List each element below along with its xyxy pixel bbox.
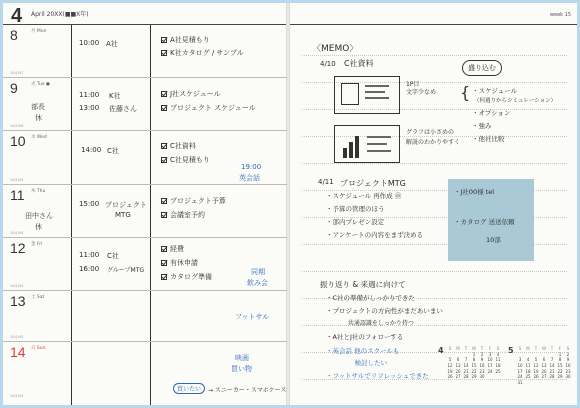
calendar-day: 12 (533, 363, 539, 369)
calendar-day: 21 (463, 368, 469, 374)
calendar-day: 10 (487, 357, 493, 363)
memo-list-item: ・フットサルでリフレッシュできた (326, 372, 429, 380)
calendar-day: 7 (464, 357, 468, 363)
calendar-day: 28 (463, 374, 469, 380)
calendar-day: 6 (456, 357, 460, 363)
day-label: 土 Sat (31, 295, 45, 300)
personal-entry-time: 19:00 (241, 163, 262, 171)
calendar-day: 9 (480, 357, 484, 363)
schedule-entry: C社 (107, 252, 119, 260)
checkbox-checked-icon[interactable] (161, 246, 167, 252)
calendar-day: S (518, 346, 522, 352)
memo-list-item: ・A社とJ社のフォローする (326, 333, 404, 341)
sticky-text: 10部 (486, 236, 501, 244)
memo-heading: プロジェクトMTG (340, 179, 406, 188)
calendar-day: 14 (463, 363, 469, 369)
schedule-entry: グループMTG (107, 267, 145, 274)
month-number: 4 (11, 5, 23, 27)
calendar-day: 22 (471, 368, 477, 374)
calendar-day: 13 (541, 363, 547, 369)
month-name: April 20XX(■■X年) (31, 11, 89, 18)
todo-item[interactable]: C社資料 (161, 141, 196, 151)
day-meta: 10/1/91 (10, 394, 24, 398)
calendar-day: 18 (525, 368, 531, 374)
memo-list-item: ・英会話 他のスクールも (326, 347, 400, 355)
memo-date: 4/11 (318, 178, 334, 186)
calendar-day: T (464, 346, 468, 352)
calendar-day: 15 (471, 363, 477, 369)
memo-list-item: ・C社の準備がしっかりできた (326, 294, 416, 302)
slide-sketch (334, 76, 400, 114)
calendar-day: 26 (533, 374, 539, 380)
day-number: 14 (10, 344, 26, 360)
calendar-day: 19 (533, 368, 539, 374)
day-label: 日 Sun (31, 346, 46, 351)
calendar-day (548, 380, 556, 386)
schedule-time: 15:00 (79, 200, 100, 208)
checkbox-checked-icon[interactable] (161, 50, 167, 56)
calendar-day: F (488, 346, 492, 352)
brace-icon: { (460, 83, 471, 102)
memo-list-item: ・予算の管理のほう (326, 205, 385, 213)
day-note: 部長 (31, 103, 45, 111)
speech-bubble: 盛り込む (462, 60, 502, 76)
calendar-day (532, 380, 540, 386)
calendar-day: 26 (447, 374, 453, 380)
calendar-day: 1 (472, 351, 476, 357)
calendar-day: 31 (517, 379, 523, 385)
calendar-day: 30 (565, 374, 571, 380)
week-label: week 15 (549, 12, 571, 18)
day-number: 11 (10, 187, 25, 203)
wishlist-circle: 買いたい (173, 383, 205, 394)
memo-list-item: ・アンケートの内容をまず決める (326, 231, 424, 239)
day-label: 火 Tue ● (31, 82, 50, 87)
calendar-day: 23 (479, 368, 485, 374)
checkbox-checked-icon[interactable] (161, 91, 167, 97)
memo-heading: 振り返り & 来週に向けて (320, 280, 406, 289)
memo-title: 〈MEMO〉 (312, 44, 359, 54)
memo-list-item: （何週りからシミュレーション） (474, 98, 557, 104)
calendar-day: 5 (448, 357, 452, 363)
calendar-day: 16 (479, 363, 485, 369)
day-meta: 10/1/96 (10, 124, 24, 128)
calendar-day: 20 (541, 368, 547, 374)
calendar-day: 15 (557, 363, 563, 369)
calendar-day: M (526, 346, 530, 352)
checkbox-checked-icon[interactable] (161, 105, 167, 111)
day-number: 8 (10, 27, 18, 43)
calendar-day: 12 (447, 363, 453, 369)
todo-item[interactable]: プロジェクト予算 (161, 196, 226, 206)
sketch-note: 解説のわかりやすく (406, 139, 461, 146)
schedule-entry: A社 (106, 40, 118, 48)
personal-entry: 買い物 (231, 365, 252, 373)
calendar-day: T (550, 346, 554, 352)
day-meta: 10/1/94 (10, 231, 24, 235)
calendar-day: 29 (471, 374, 477, 380)
todo-item[interactable]: 経費 (161, 244, 184, 254)
calendar-day: 13 (455, 363, 461, 369)
checkbox-checked-icon[interactable] (161, 157, 167, 163)
memo-date: 4/10 (320, 60, 336, 68)
personal-entry: 英会話 (239, 174, 260, 182)
calendar-day: 23 (565, 368, 571, 374)
calendar-day: W (542, 346, 546, 352)
calendar-day: 3 (518, 357, 522, 363)
memo-list-item: ・強み (472, 122, 492, 130)
memo-header (290, 3, 577, 25)
memo-list-item: ・他社比較 (472, 135, 505, 143)
calendar-day: F (558, 346, 562, 352)
checkbox-checked-icon[interactable] (161, 260, 167, 266)
mini-calendar-may (508, 346, 572, 385)
calendar-day: 3 (488, 351, 492, 357)
mini-calendar-april (438, 346, 502, 380)
day-meta: 10/1/93 (10, 284, 24, 288)
todo-item[interactable]: C社見積もり (161, 155, 210, 165)
schedule-time: 11:00 (79, 91, 100, 99)
calendar-day: 16 (565, 363, 571, 369)
calendar-day (556, 380, 564, 386)
todo-item[interactable]: カタログ準備 (161, 272, 212, 282)
calendar-day: 27 (541, 374, 547, 380)
day-row[interactable] (3, 25, 287, 78)
calendar-day: 5 (534, 357, 538, 363)
personal-entry: フットサル (235, 313, 270, 321)
sketch-note: グラフは小さめの (406, 129, 455, 136)
calendar-day: 8 (472, 357, 476, 363)
schedule-entry: MTG (115, 211, 131, 219)
calendar-day: 25 (495, 368, 501, 374)
schedule-time: 16:00 (79, 265, 100, 273)
calendar-day: S (566, 346, 570, 352)
sketch-note: 文字少なめ (406, 89, 437, 96)
memo-list-item: ・スケジュール 再作成 ㊥ (326, 192, 402, 200)
calendar-day: 7 (550, 357, 554, 363)
schedule-time: 10:00 (79, 39, 100, 47)
calendar-day: 24 (517, 374, 523, 380)
calendar-day: 9 (566, 357, 570, 363)
memo-list-item: ・プロジェクトの方向性がまだあいまい (326, 307, 443, 315)
calendar-day: 27 (455, 374, 461, 380)
calendar-day (540, 380, 548, 386)
memo-list-item: ・オプション (472, 109, 511, 117)
schedule-time: 13:00 (79, 104, 100, 112)
day-meta: 10/1/95 (10, 178, 24, 182)
calendar-day: 4 (526, 357, 530, 363)
day-label: 月 Mon (31, 29, 47, 34)
day-note: 休 (35, 114, 42, 122)
personal-entry: 同期 (251, 268, 265, 276)
todo-item[interactable]: K社カタログ / サンプル (161, 48, 244, 58)
schedule-time: 11:00 (79, 251, 100, 259)
mini-calendar-month: 4 (438, 346, 444, 355)
calendar-day: 19 (447, 368, 453, 374)
wishlist-items: → スニーカー・スマホケース (208, 387, 287, 394)
calendar-day: 20 (455, 368, 461, 374)
calendar-day: 17 (487, 363, 493, 369)
checkbox-checked-icon[interactable] (161, 198, 167, 204)
calendar-day: 10 (517, 363, 523, 369)
calendar-day (486, 374, 494, 380)
memo-page (289, 3, 577, 405)
schedule-entry: 佐藤さん (109, 105, 137, 113)
day-label: 金 Fri (31, 242, 43, 247)
day-meta: 10/1/97 (10, 71, 24, 75)
calendar-day: 22 (557, 368, 563, 374)
day-label: 木 Thu (31, 189, 46, 194)
calendar-day (524, 380, 532, 386)
day-number: 12 (10, 240, 26, 256)
checkbox-checked-icon[interactable] (161, 212, 167, 218)
sticky-text: ・J社00様 tel (454, 188, 495, 196)
calendar-day: 24 (487, 368, 493, 374)
checkbox-checked-icon[interactable] (161, 274, 167, 280)
todo-item[interactable]: A社見積もり (161, 35, 210, 45)
calendar-day (564, 380, 572, 386)
checkbox-checked-icon[interactable] (161, 143, 167, 149)
day-number: 9 (10, 80, 18, 96)
calendar-day: M (456, 346, 460, 352)
calendar-day: 1 (558, 351, 562, 357)
calendar-day: 30 (479, 374, 485, 380)
page-header (3, 3, 286, 25)
schedule-entry: C社 (107, 147, 119, 155)
memo-list-item: ・部内プレゼン設定 (326, 218, 385, 226)
mini-calendar-month: 5 (508, 346, 514, 355)
calendar-day: 21 (549, 368, 555, 374)
day-number: 13 (10, 293, 26, 309)
day-note: 休 (35, 223, 42, 231)
day-number: 10 (10, 133, 26, 149)
memo-list-item: 共通認識をしっかり持つ (340, 320, 414, 327)
day-note: 田中さん (25, 212, 53, 220)
sticky-text: ・カタログ 送送依頼 (454, 218, 515, 226)
calendar-day: T (480, 346, 484, 352)
personal-entry: 映画 (235, 354, 249, 362)
calendar-day (494, 374, 502, 380)
calendar-day: 8 (558, 357, 562, 363)
calendar-day: 17 (517, 368, 523, 374)
calendar-day: 6 (542, 357, 546, 363)
calendar-day: 2 (566, 351, 570, 357)
calendar-day: 18 (495, 363, 501, 369)
memo-heading: C社資料 (344, 59, 374, 68)
sketch-note: 1P目 (406, 81, 420, 88)
day-row[interactable] (3, 238, 287, 291)
calendar-day: S (448, 346, 452, 352)
calendar-day: S (496, 346, 500, 352)
calendar-day: 14 (549, 363, 555, 369)
calendar-day: 11 (495, 357, 501, 363)
calendar-day: 2 (480, 351, 484, 357)
schedule-entry: K社 (109, 92, 121, 100)
sticky-note[interactable] (448, 179, 534, 261)
weekly-schedule-page (3, 3, 287, 405)
calendar-day: 11 (525, 363, 531, 369)
memo-list-item: 検討したい (346, 359, 388, 367)
todo-item[interactable]: J社スケジュール (161, 89, 221, 99)
memo-list-item: ・スケジュール (472, 87, 518, 95)
todo-item[interactable]: 有休申請 (161, 258, 198, 268)
day-meta: 10/1/92 (10, 335, 24, 339)
todo-item[interactable]: プロジェクト スケジュール (161, 103, 256, 113)
calendar-day: T (534, 346, 538, 352)
personal-entry: 飲み会 (247, 279, 268, 287)
schedule-entry: プロジェクト (105, 201, 147, 209)
weekly-planner (3, 3, 577, 405)
day-label: 水 Wed (31, 135, 47, 140)
calendar-day: 4 (496, 351, 500, 357)
calendar-day: 29 (557, 374, 563, 380)
todo-item[interactable]: 会議室予約 (161, 210, 205, 220)
slide-sketch (334, 125, 400, 163)
checkbox-checked-icon[interactable] (161, 37, 167, 43)
calendar-day: 25 (525, 374, 531, 380)
calendar-day: 28 (549, 374, 555, 380)
schedule-time: 14:00 (81, 146, 102, 154)
calendar-day: W (472, 346, 476, 352)
